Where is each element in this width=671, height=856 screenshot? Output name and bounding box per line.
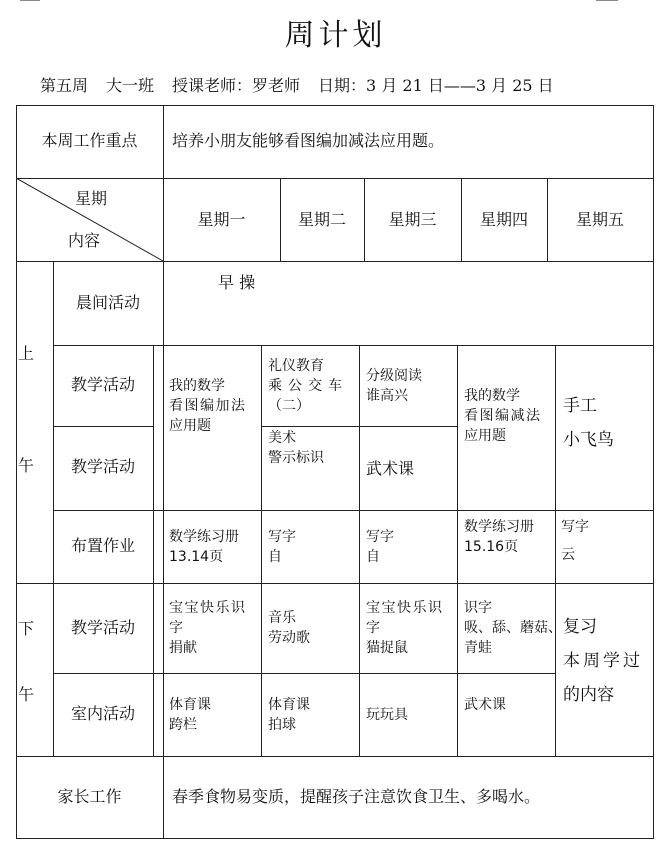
class-label: 大一班 <box>106 76 155 95</box>
focus-text: 培养小朋友能够看图编加减法应用题。 <box>172 131 445 150</box>
tue-indoor: 体育课 拍球 <box>268 697 310 733</box>
tue-homework: 写字 自 <box>268 529 296 565</box>
week-label: 第五周 <box>40 76 89 95</box>
pm-label-1: 下 <box>18 619 35 638</box>
row-label-homework: 布置作业 <box>70 536 135 555</box>
tue-pm-teach: 音乐 劳动歌 <box>268 610 310 646</box>
mon-indoor: 体育课 跨栏 <box>169 697 211 733</box>
row-label-teach-pm: 教学活动 <box>70 618 135 637</box>
thu-indoor: 武术课 <box>464 697 506 713</box>
header-day-wed: 星期三 <box>388 210 437 229</box>
page-title: 周计划 <box>284 18 387 53</box>
wed-am-teach-2: 武术课 <box>366 459 415 478</box>
thu-pm-teach: 识字 吸、舔、蘑菇、 青蛙 <box>464 600 562 656</box>
tue-am-teach-2: 美术 警示标识 <box>268 430 324 466</box>
am-label-1: 上 <box>18 344 35 363</box>
row-label-teach-am-1: 教学活动 <box>70 375 135 394</box>
focus-label: 本周工作重点 <box>41 131 138 150</box>
wed-homework: 写字 自 <box>366 529 394 565</box>
teacher-label: 授课老师：罗老师 <box>172 76 301 95</box>
wed-pm-teach: 宝宝快乐识 字 猫捉鼠 <box>366 600 444 656</box>
header-day-mon: 星期一 <box>197 210 246 229</box>
mon-pm-teach: 宝宝快乐识 字 捐献 <box>169 600 247 656</box>
tue-am-teach-1: 礼仪教育 乘公交车 （二） <box>268 358 348 414</box>
row-label-parent: 家长工作 <box>57 787 122 806</box>
mon-am-teach: 我的数学 看图编加法 应用题 <box>169 378 247 434</box>
header-day-tue: 星期二 <box>297 210 346 229</box>
wed-am-teach-1: 分级阅读 谁高兴 <box>366 368 422 404</box>
parent-work-text: 春季食物易变质，提醒孩子注意饮食卫生、多喝水。 <box>172 787 541 806</box>
fri-am-teach: 手工 小飞鸟 <box>563 396 614 450</box>
row-label-indoor: 室内活动 <box>70 704 135 723</box>
corner-content-label: 内容 <box>68 231 101 250</box>
thu-am-teach: 我的数学 看图编减法 应用题 <box>464 388 542 444</box>
thu-homework: 数学练习册 15.16页 <box>464 519 534 555</box>
header-day-fri: 星期五 <box>575 210 624 229</box>
header-day-thu: 星期四 <box>479 210 528 229</box>
am-label-2: 午 <box>18 456 35 475</box>
pm-label-2: 午 <box>18 685 35 704</box>
fri-pm-review: 复习 本周学过 的内容 <box>563 617 643 705</box>
mon-homework: 数学练习册 13.14页 <box>169 529 239 565</box>
fri-homework: 写字 云 <box>561 519 589 563</box>
corner-weekday-label: 星期 <box>75 189 108 208</box>
row-label-teach-am-2: 教学活动 <box>70 457 135 476</box>
row-label-morning: 晨间活动 <box>75 293 140 312</box>
date-label: 日期：3 月 21 日——3 月 25 日 <box>318 76 554 95</box>
morning-activity: 早 操 <box>218 273 256 292</box>
wed-indoor: 玩玩具 <box>366 707 408 723</box>
